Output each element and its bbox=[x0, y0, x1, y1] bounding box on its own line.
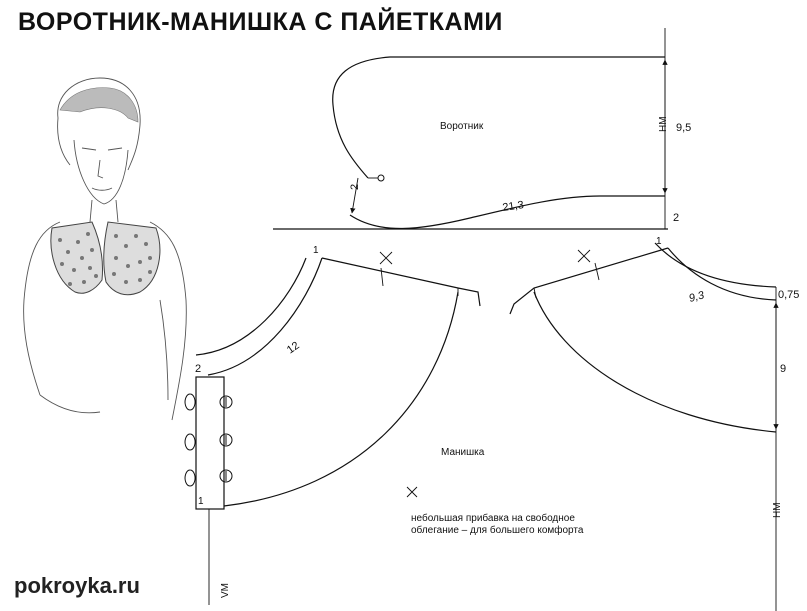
back-top-mark: 1 bbox=[656, 236, 662, 247]
front-label: Манишка bbox=[441, 447, 485, 458]
back-shoulder bbox=[510, 248, 668, 314]
site-watermark: pokroyka.ru bbox=[14, 573, 140, 598]
back-inner-neckline bbox=[668, 248, 776, 300]
back-shift-value: 0,75 bbox=[778, 289, 800, 301]
back-hm-label: НМ bbox=[772, 502, 783, 518]
front-vm-label: VМ bbox=[220, 583, 231, 598]
page-title: ВОРОТНИК-МАНИШКА С ПАЙЕТКАМИ bbox=[18, 8, 503, 36]
front-side-mark-lower: 1 bbox=[198, 496, 204, 507]
grain-mark-back bbox=[595, 263, 599, 280]
collar-edge-width: 21,3 bbox=[501, 199, 525, 214]
collar-right-offset: 2 bbox=[673, 212, 680, 224]
cross-mark-back bbox=[578, 250, 590, 262]
collar-outline bbox=[333, 57, 665, 178]
collar-point-marker bbox=[378, 175, 384, 181]
front-neckline bbox=[196, 258, 306, 355]
button-column bbox=[185, 394, 232, 486]
front-top-mark: 1 bbox=[313, 245, 319, 256]
back-hem bbox=[534, 292, 776, 432]
front-side-mark-upper: 2 bbox=[195, 363, 202, 375]
collar-hm-label: НМ bbox=[658, 116, 669, 132]
front-inner-neckline bbox=[208, 258, 322, 375]
note-line-2: облегание – для большего комфорта bbox=[411, 525, 584, 536]
collar-height-value: 9,5 bbox=[676, 122, 692, 134]
back-piece bbox=[510, 236, 799, 611]
collar-offset-arrow bbox=[352, 178, 358, 213]
back-neckline bbox=[655, 243, 776, 287]
collar-left-offset: 2 bbox=[349, 183, 361, 190]
front-piece bbox=[185, 245, 584, 605]
front-hem bbox=[224, 292, 458, 506]
back-neck-length: 9,3 bbox=[687, 289, 706, 305]
note-line-1: небольшая прибавка на свободное bbox=[411, 513, 575, 524]
back-height-value: 9 bbox=[780, 363, 787, 375]
front-placket bbox=[196, 377, 224, 509]
cross-mark-front bbox=[380, 252, 392, 264]
cross-mark-note bbox=[407, 487, 417, 497]
collar-label: Воротник bbox=[440, 121, 484, 132]
fashion-sketch-illustration bbox=[24, 78, 187, 420]
front-neck-length: 12 bbox=[284, 339, 302, 357]
collar-piece bbox=[273, 28, 691, 229]
